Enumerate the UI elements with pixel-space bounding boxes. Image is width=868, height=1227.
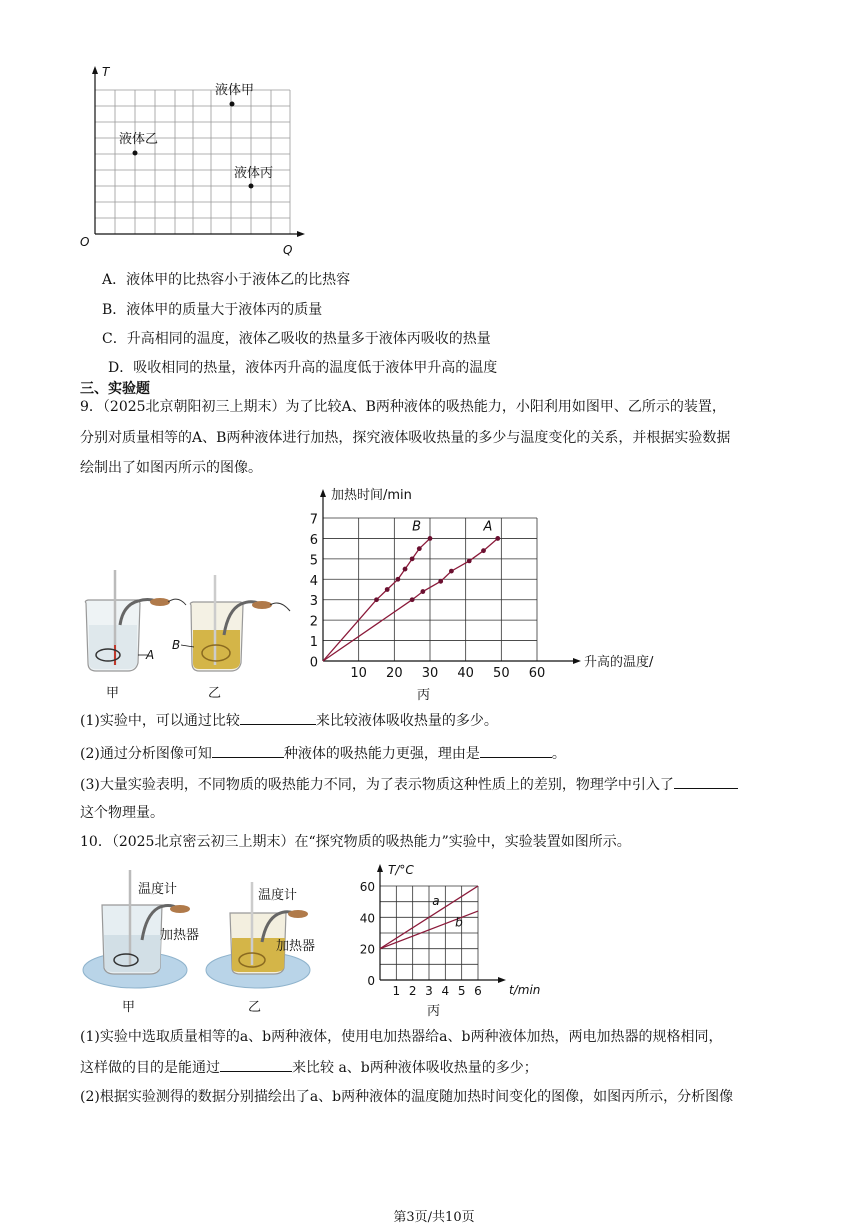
q9-sub2-pre: (2)通过分析图像可知 — [80, 746, 212, 762]
series-label-B: B — [412, 519, 422, 535]
origin-label: O — [80, 235, 90, 249]
data-point-A — [449, 569, 454, 574]
y-tick-label: 20 — [359, 942, 375, 957]
x-axis-label: Q — [283, 243, 293, 257]
data-point-B — [417, 546, 422, 551]
y-tick-label: 4 — [309, 573, 318, 589]
data-point-A — [467, 559, 472, 564]
q9-sub3-1 — [80, 774, 738, 795]
y-tick-label: 0 — [367, 974, 375, 988]
fig-label-B: B — [172, 638, 181, 652]
q10-sub1-1: (1)实验中选取质量相等的a、b两种液体，使用电加热器给a、b两种液体加热，两电加热器的规格相同， — [80, 1029, 723, 1045]
x-tick-label: 2 — [408, 984, 417, 998]
y-tick-label: 7 — [309, 512, 318, 528]
data-point-B — [410, 556, 415, 561]
q9-sub2 — [80, 743, 566, 764]
fig2-label-yi: 乙 — [248, 1000, 262, 1015]
q9-sub2-mid: 种液体的吸热能力更强，理由是 — [283, 746, 480, 762]
fig-label-A: A — [146, 648, 155, 662]
grid-t-q — [95, 90, 290, 234]
x-axis-arrow — [297, 231, 305, 237]
x-axis-label: 升高的温度/ — [584, 655, 654, 670]
q9-sub1 — [80, 710, 498, 731]
data-point-A — [438, 579, 443, 584]
q9-sub1-pre: (1)实验中，可以通过比较 — [80, 713, 240, 729]
q10-sub1-2 — [80, 1057, 538, 1078]
y-axis-arrow — [320, 489, 326, 497]
y-tick-label: 1 — [309, 635, 318, 651]
y-tick-label: 60 — [359, 880, 375, 894]
chart-temp-time — [350, 858, 541, 1008]
point-yi — [133, 151, 138, 156]
q9-stem-2: 分别对质量相等的A、B两种液体进行加热，探究液体吸收热量的多少与温度变化的关系，并根据实验数据 — [80, 430, 731, 446]
label-thermometer-2: 温度计 — [258, 888, 298, 903]
beaker-yi — [190, 575, 290, 671]
y-tick-label: 2 — [309, 614, 318, 630]
section-title: 三、实验题 — [80, 381, 150, 397]
q10-sub1-post: 来比较 a、b两种液体吸收热量的多少； — [292, 1060, 538, 1076]
y-axis-label: 加热时间/min — [331, 488, 412, 503]
data-point-A — [495, 536, 500, 541]
x-tick-label: 10 — [350, 666, 367, 681]
y-axis-label: T — [102, 65, 110, 79]
x-tick-label: 20 — [386, 666, 403, 681]
q9-sub2-blank-1[interactable] — [212, 743, 284, 758]
data-point-A — [481, 548, 486, 553]
q9-sub1-blank[interactable] — [240, 710, 316, 725]
label-jia: 液体甲 — [215, 83, 255, 98]
q10-apparatus — [80, 870, 350, 1018]
chart1-caption: 丙 — [417, 688, 431, 703]
q8-option-d: D．吸收相同的热量，液体丙升高的温度低于液体甲升高的温度 — [108, 360, 498, 376]
chart-heating-time — [300, 483, 680, 705]
y-tick-label: 3 — [309, 594, 318, 610]
q10-sub2-1: (2)根据实验测得的数据分别描绘出了a、b两种液体的温度随加热时间变化的图像，如图丙所示，分析图像 — [80, 1089, 734, 1105]
page-footer: 第3页/共10页 — [393, 1210, 475, 1225]
q9-sub3-blank[interactable] — [674, 774, 738, 789]
label-heater-1: 加热器 — [160, 928, 200, 943]
data-point-B — [403, 567, 408, 572]
x-axis-arrow — [573, 658, 581, 664]
fig-label-jia: 甲 — [106, 686, 120, 701]
q9-stem-3: 绘制出了如图丙所示的图像。 — [80, 460, 262, 476]
series-label-b: b — [455, 915, 463, 930]
q8-option-b: B．液体甲的质量大于液体丙的质量 — [102, 302, 323, 318]
x-tick-label: 5 — [457, 984, 466, 998]
fig-label-yi: 乙 — [208, 686, 222, 701]
label-thermometer-1: 温度计 — [138, 882, 178, 897]
series-label-A: A — [483, 519, 493, 535]
q10-sub1-pre: 这样做的目的是能通过 — [80, 1060, 220, 1076]
x-tick-label: 60 — [528, 666, 546, 681]
label-yi: 液体乙 — [119, 132, 159, 147]
q9-sub2-blank-2[interactable] — [480, 743, 552, 758]
q9-stem-1: 9．（2025北京朝阳初三上期末）为了比较A、B两种液体的吸热能力，小阳利用如图甲、乙所示的装置， — [80, 399, 726, 415]
q9-sub2-post: 。 — [551, 746, 566, 762]
y-tick-label: 6 — [309, 532, 318, 548]
x-axis-label: t/min — [509, 983, 541, 997]
beaker-jia — [85, 570, 186, 671]
point-bing — [249, 184, 254, 189]
x-tick-label: 40 — [457, 666, 474, 681]
data-point-B — [428, 536, 433, 541]
q9-sub1-post: 来比较液体吸收热量的多少。 — [315, 713, 498, 729]
data-point-A — [410, 597, 415, 602]
label-bing: 液体丙 — [234, 166, 274, 181]
y-axis-arrow — [377, 864, 383, 872]
graph-t-q — [75, 62, 315, 257]
x-tick-label: 50 — [493, 666, 510, 681]
label-heater-2: 加热器 — [276, 939, 316, 954]
data-point-B — [396, 577, 401, 582]
y-axis-label: T/°C — [388, 863, 414, 877]
series-label-a: a — [432, 893, 440, 908]
x-tick-label: 1 — [392, 984, 401, 998]
x-axis-arrow — [498, 977, 506, 983]
y-tick-label: 40 — [359, 911, 375, 926]
data-point-B — [374, 597, 379, 602]
x-tick-label: 6 — [474, 984, 482, 998]
x-tick-label: 30 — [421, 666, 439, 681]
chart2-caption: 丙 — [427, 1004, 441, 1019]
q8-option-c: C．升高相同的温度，液体乙吸收的热量多于液体丙吸收的热量 — [102, 331, 491, 347]
data-point-B — [385, 587, 390, 592]
fig2-label-jia: 甲 — [122, 1000, 136, 1015]
point-jia — [230, 102, 235, 107]
data-point-A — [420, 589, 425, 594]
q9-sub3-text: (3)大量实验表明，不同物质的吸热能力不同，为了表示物质这种性质上的差别，物理学中引入了 — [80, 777, 674, 793]
y-tick-label: 5 — [309, 553, 318, 569]
q9-apparatus — [78, 565, 298, 705]
x-tick-label: 4 — [441, 984, 450, 998]
q10-stem: 10．（2025北京密云初三上期末）在“探究物质的吸热能力”实验中，实验装置如图所示。 — [80, 834, 631, 850]
x-tick-label: 3 — [425, 984, 433, 998]
q8-option-a: A．液体甲的比热容小于液体乙的比热容 — [102, 272, 351, 288]
q10-sub1-blank[interactable] — [220, 1057, 292, 1072]
y-tick-label: 0 — [309, 655, 318, 671]
q9-sub3-2: 这个物理量。 — [80, 805, 164, 821]
y-axis-arrow — [92, 66, 98, 74]
